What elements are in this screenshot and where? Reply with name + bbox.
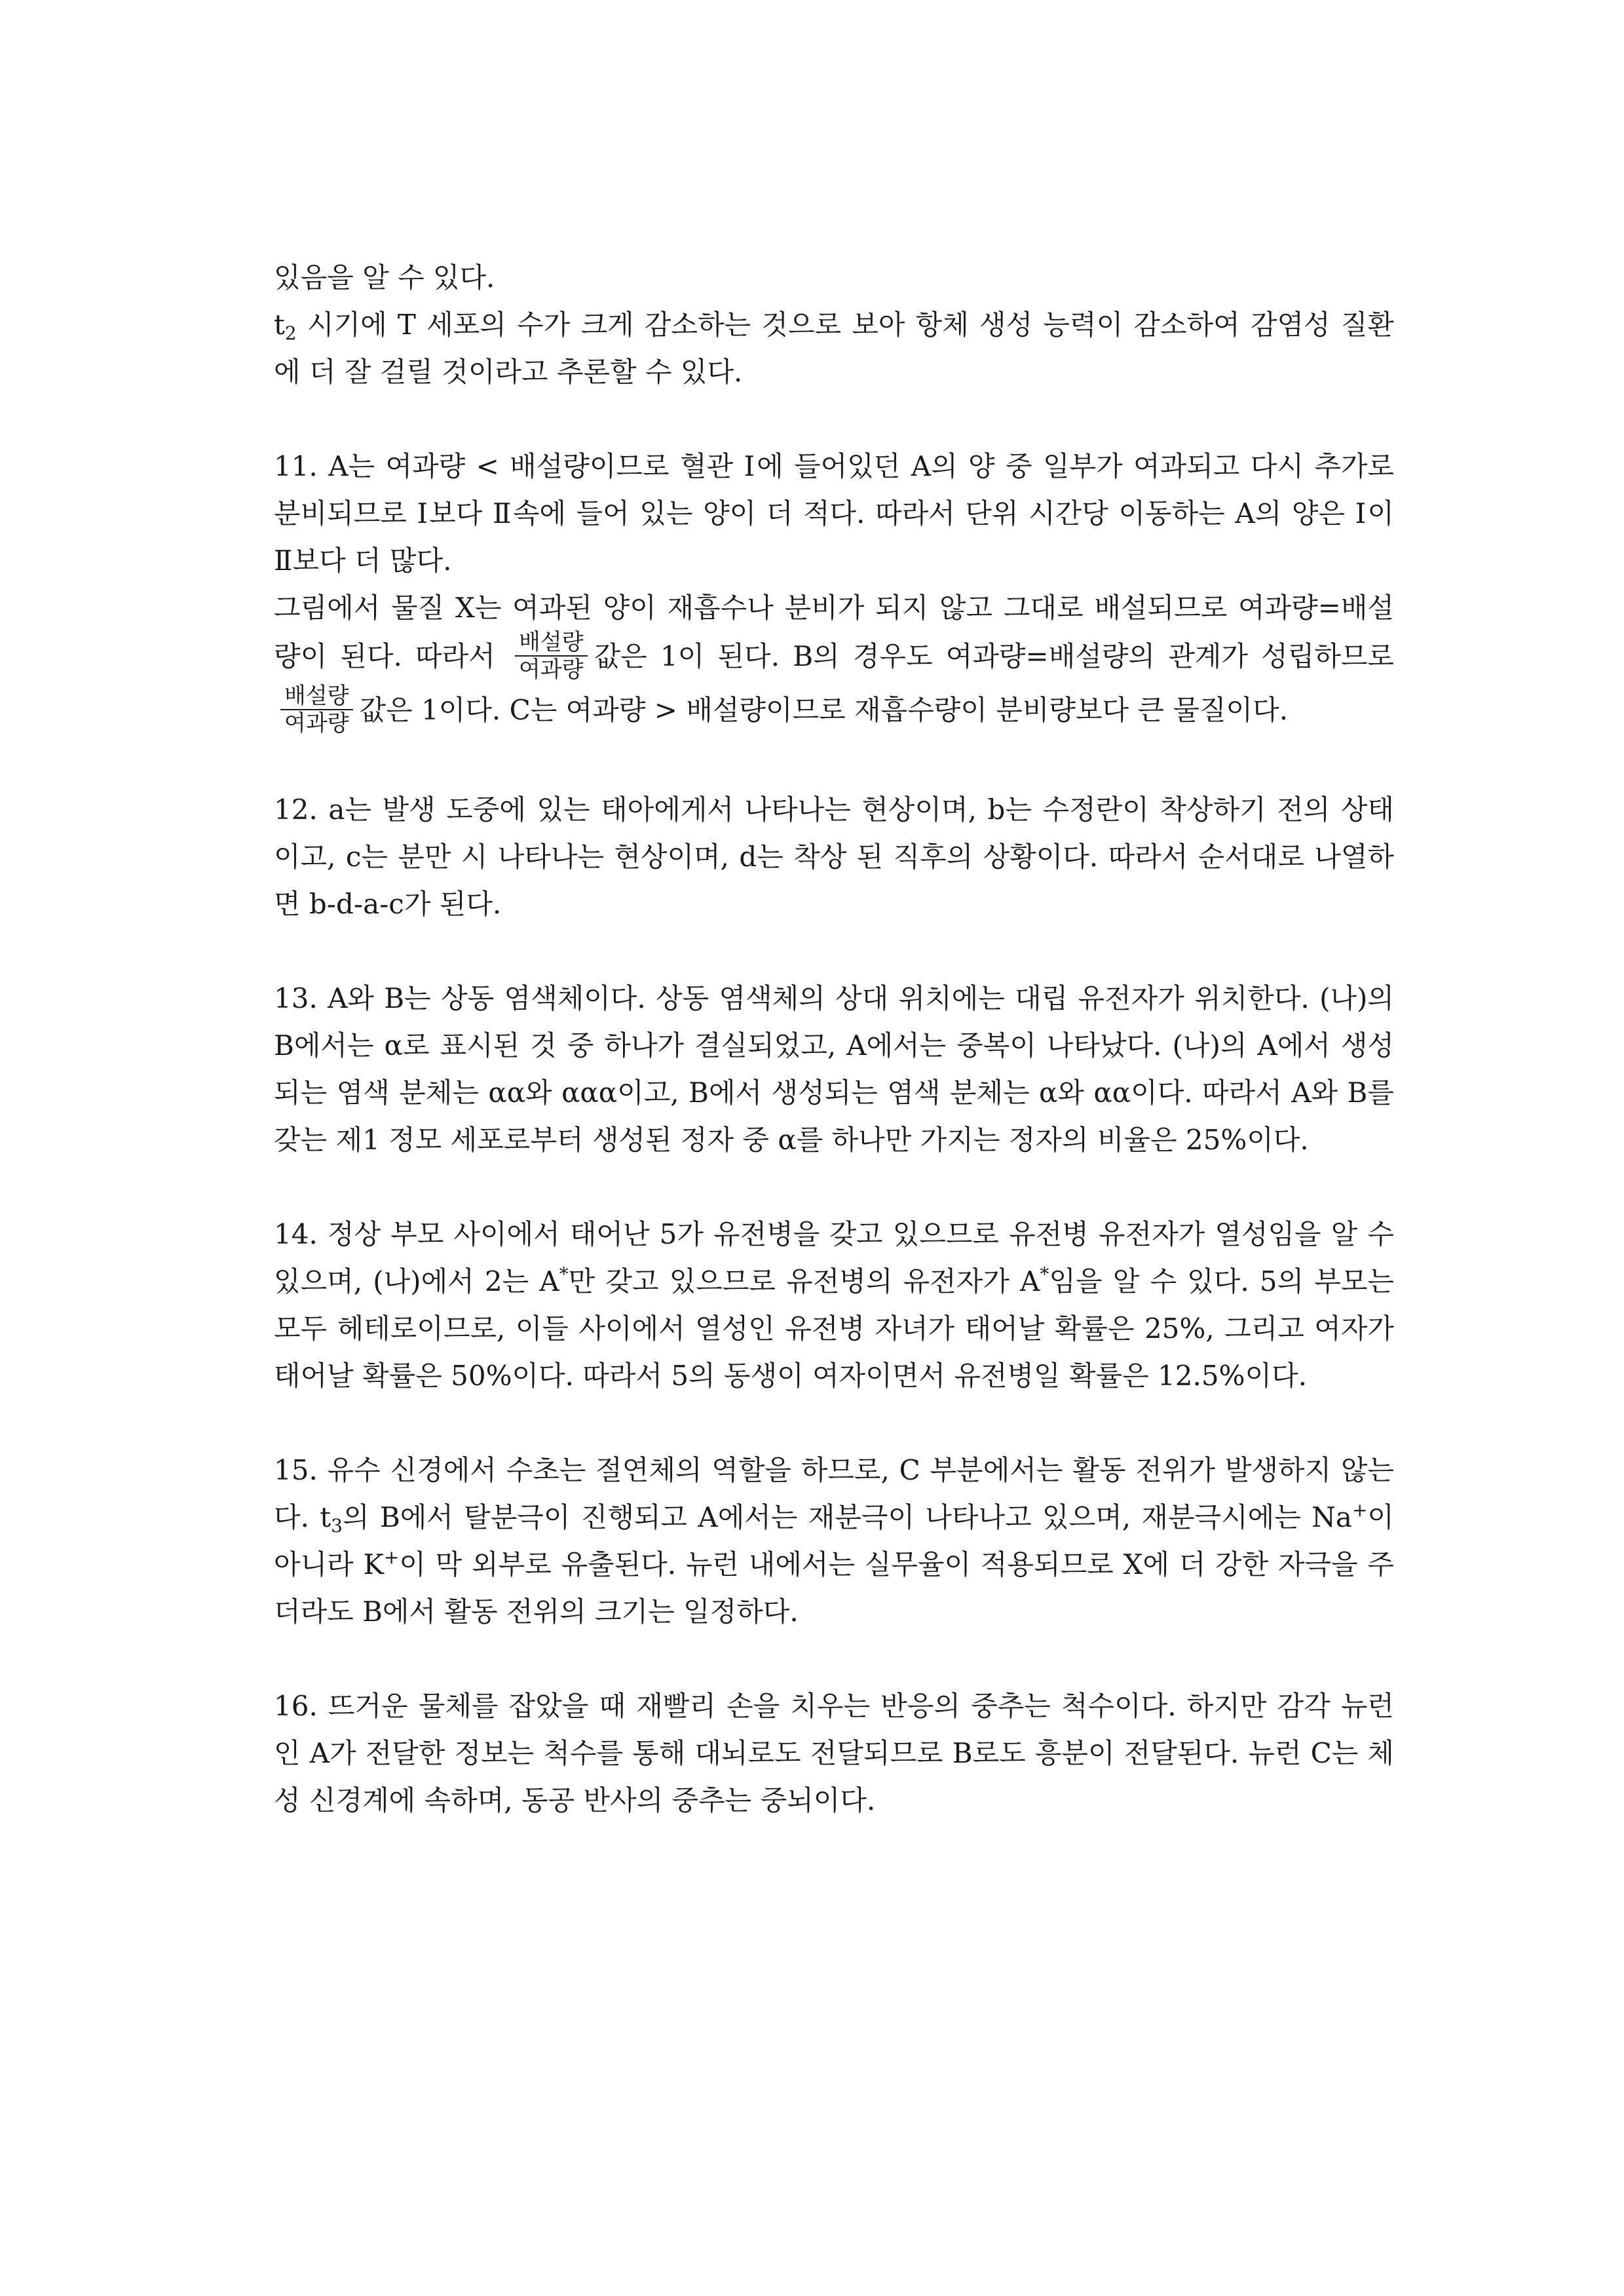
answer-15-paragraph [274, 1447, 1394, 1636]
intro-line-1: 있음을 알 수 있다. [274, 261, 495, 294]
paragraph-gap [274, 396, 1394, 443]
paragraph-gap [274, 1164, 1394, 1211]
paragraph-gap [274, 1636, 1394, 1683]
answer-11-text-c: 값은 1이 된다. B의 경우도 여과량=배설량의 관계가 성립하므로 [594, 640, 1395, 672]
answer-11-paragraph-fractions [274, 584, 1394, 739]
answer-14-text-c: 임을 알 수 있다. 5의 부모는 모두 헤테로이므로, 이들 사이에서 열성인 유전병 자녀가 태어날 확률은 25%, 그리고 여자가 태어날 확률은 50%이다. 따라서 5의 동생이 여자이면서 유전병일 확률은 12.5%이다. [274, 1265, 1395, 1392]
fraction-denominator: 여과량 [519, 657, 584, 683]
answer-14-text-a: 14. 정상 부모 사이에서 태어난 5가 유전병을 갖고 있으므로 유전병 유전자가 열성임을 알 수 있으며, (나)에서 2는 A [274, 1218, 1394, 1297]
allele-asterisk-superscript: * [1040, 1263, 1049, 1285]
ion-charge-superscript: + [383, 1546, 400, 1568]
time-subscript: 3 [331, 1515, 343, 1537]
answer-11-text-d: 값은 1이다. C는 여과량 > 배설량이므로 재흡수량이 분비량보다 큰 물질이다. [359, 694, 1289, 726]
intro-paragraph [274, 254, 1394, 396]
fraction-numerator: 배설량 [280, 683, 353, 710]
fraction-excretion-over-filtration-2 [280, 683, 353, 737]
intro-line-2-text: 시기에 T 세포의 수가 크게 감소하는 것으로 보아 항체 생성 능력이 감소하여 감염성 질환에 더 잘 걸릴 것이라고 추론할 수 있다. [274, 309, 1394, 388]
answer-15-text-b: 의 B에서 탈분극이 진행되고 A에서는 재분극이 나타나고 있으며, 재분극시에는 Na [342, 1501, 1352, 1533]
ion-charge-superscript: + [1351, 1499, 1368, 1521]
answer-15-text-c: 이 아니라 K [274, 1501, 1394, 1580]
answer-14-paragraph [274, 1211, 1394, 1400]
intro-line-2-t: t [274, 309, 285, 341]
answer-11-text-a: 11. A는 여과량 < 배설량이므로 혈관 Ⅰ에 들어있던 A의 양 중 일부가 여과되고 다시 추가로 분비되므로 Ⅰ보다 Ⅱ속에 들어 있는 양이 더 적다. 따라서 단위 시간당 이동하는 A의 양은 Ⅰ이 Ⅱ보다 더 많다. [274, 450, 1394, 577]
document-page [274, 254, 1394, 1824]
allele-asterisk-superscript: * [559, 1263, 569, 1285]
fraction-numerator: 배설량 [515, 629, 588, 657]
answer-11-paragraph [274, 443, 1394, 584]
fraction-excretion-over-filtration-1 [515, 629, 588, 683]
answer-15-text-a: 15. 유수 신경에서 수초는 절연체의 역할을 하므로, C 부분에서는 활동 전위가 발생하지 않는다. t [274, 1454, 1394, 1533]
paragraph-gap [274, 1400, 1394, 1447]
answer-13-paragraph: 13. A와 B는 상동 염색체이다. 상동 염색체의 상대 위치에는 대립 유전자가 위치한다. (나)의 B에서는 α로 표시된 것 중 하나가 결실되었고, A에서는 중복이 나타났다. (나)의 A에서 생성되는 염색 분체는 αα와 ααα이고, B에서 생성되는 염색 분체는 α와 αα이다. 따라서 A와 B를 갖는 제1 정모 세포로부터 생성된 정자 중 α를 하나만 가지는 정자의 비율은 25%이다. [274, 982, 1394, 1156]
intro-line-2-subscript: 2 [284, 322, 297, 344]
fraction-denominator: 여과량 [284, 710, 349, 737]
answer-16-paragraph: 16. 뜨거운 물체를 잡았을 때 재빨리 손을 치우는 반응의 중추는 척수이다. 하지만 감각 뉴런인 A가 전달한 정보는 척수를 통해 대뇌로도 전달되므로 B로도 흥분이 전달된다. 뉴런 C는 체성 신경계에 속하며, 동공 반사의 중추는 중뇌이다. [274, 1690, 1394, 1816]
paragraph-gap [274, 739, 1394, 786]
paragraph-gap [274, 928, 1394, 975]
answer-14-text-b: 만 갖고 있으므로 유전병의 유전자가 A [568, 1265, 1040, 1297]
answer-12-paragraph: 12. a는 발생 도중에 있는 태아에게서 나타나는 현상이며, b는 수정란이 착상하기 전의 상태이고, c는 분만 시 나타나는 현상이며, d는 착상 된 직후의 상황이다. 따라서 순서대로 나열하면 b-d-a-c가 된다. [274, 794, 1394, 920]
answer-15-text-d: 이 막 외부로 유출된다. 뉴런 내에서는 실무율이 적용되므로 X에 더 강한 자극을 주더라도 B에서 활동 전위의 크기는 일정하다. [274, 1548, 1394, 1628]
answer-11-text-b: 그림에서 물질 X는 여과된 양이 재흡수나 분비가 되지 않고 그대로 배설되므로 여과량=배설량이 된다. 따라서 [274, 592, 1394, 672]
